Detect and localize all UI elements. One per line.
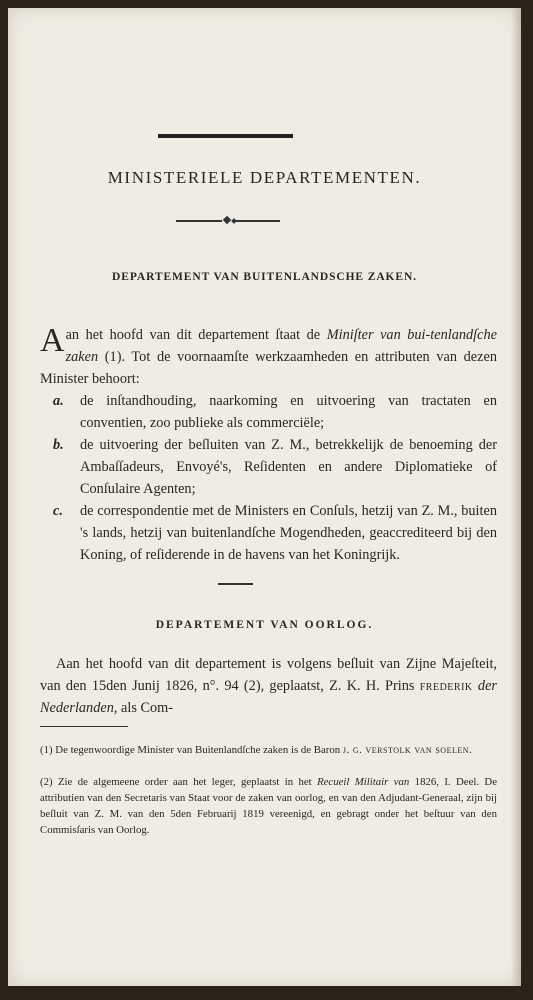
section-divider: [218, 583, 253, 585]
list-item: [40, 434, 497, 500]
footnote-rule: [40, 726, 128, 727]
paragraph-foreign-affairs: Aan het hoofd van dit departement ſtaat de Miniſter van bui-tenlandſche zaken (1). Tot de voornaamſte werkzaamheden en attributen van dezen Minister behoort:: [40, 322, 497, 387]
paragraph-war: Aan het hoofd van dit departement is volgens beſluit van Zijne Majeſteit, van den 15den Junij 1826, n°. 94 (2), geplaatst, Z. K. H. Prins frederik der Nederlanden, als Com-: [40, 656, 497, 716]
page-title: MINISTERIELE DEPARTEMENTEN.: [107, 168, 422, 187]
footnote-1: (1) De tegenwoordige Minister van Buitenlandſche zaken is de Baron j. g. verstolk van soelen.: [40, 744, 473, 756]
list-item-text: de correspondentie met de Ministers en Conſuls, hetzij van Z. M., buiten 's lands, hetzij van buitenlandſche Mogendheden, geaccrediteerd bij den Koning, of reſiderende in de havens van het Koningrijk.: [80, 503, 497, 563]
list-item: [40, 500, 497, 566]
list-item-text: de inſtandhouding, naarkoming en uitvoering van tractaten en conventien, zoo publieke als commerciële;: [80, 393, 497, 431]
section-heading-foreign-affairs: DEPARTEMENT VAN BUITENLANDSCHE ZAKEN.: [112, 271, 417, 283]
list-item: [40, 390, 497, 434]
drop-cap: A: [40, 322, 65, 359]
duties-list: [40, 390, 497, 566]
book-page: [8, 8, 521, 986]
list-item-label: b.: [53, 437, 64, 453]
list-item-text: de uitvoering der beſluiten van Z. M., betrekkelijk de benoeming der Ambaſſadeurs, Envoyé's, Reſidenten en andere Diplomatieke of Conſulaire Agenten;: [80, 437, 497, 497]
page-edge-shadow: [511, 8, 521, 986]
top-rule: [158, 134, 293, 138]
footnote-2: (2) Zie de algemeene order aan het leger, geplaatst in het Recueil Militair van 1826, I. Deel. De attributien van den Secretaris van Staat voor de zaken van oorlog, en van den Adjudant-Generaal, zijn bij beſluit van Z. M. van den 5den Februarij 1819 vereenigd, en gebragt onder het beſtuur van den Commisſaris van Oorlog.: [40, 776, 498, 836]
list-item-label: a.: [53, 393, 64, 409]
section-heading-war: DEPARTEMENT VAN OORLOG.: [155, 619, 374, 631]
list-item-label: c.: [53, 503, 63, 519]
ornament-divider: [176, 217, 280, 225]
